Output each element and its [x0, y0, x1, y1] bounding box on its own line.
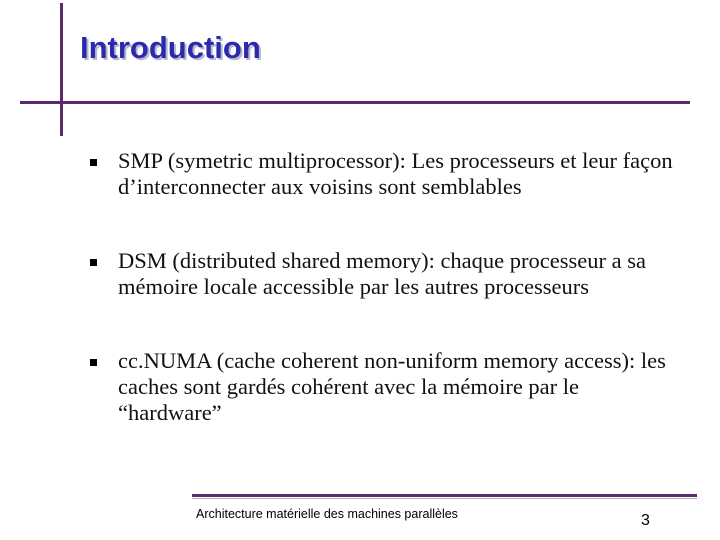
footer-text: Architecture matérielle des machines parallèles	[196, 507, 458, 521]
horizontal-rule	[20, 101, 690, 104]
bullet-text: SMP (symetric multiprocessor): Les processeurs et leur façon d’interconnecter aux voisins sont semblables	[118, 148, 673, 199]
bullet-text: cc.NUMA (cache coherent non-uniform memory access): les caches sont gardés cohérent avec la mémoire par le “hardware”	[118, 348, 666, 425]
square-bullet-icon	[90, 159, 97, 166]
bullet-text: DSM (distributed shared memory): chaque processeur a sa mémoire locale accessible par les autres processeurs	[118, 248, 646, 299]
vertical-rule	[60, 3, 63, 136]
slide-title: Introduction	[80, 30, 261, 65]
square-bullet-icon	[90, 259, 97, 266]
page-number: 3	[641, 512, 650, 529]
footer-rule	[192, 494, 697, 497]
footer-rule-shadow	[192, 498, 697, 499]
square-bullet-icon	[90, 359, 97, 366]
